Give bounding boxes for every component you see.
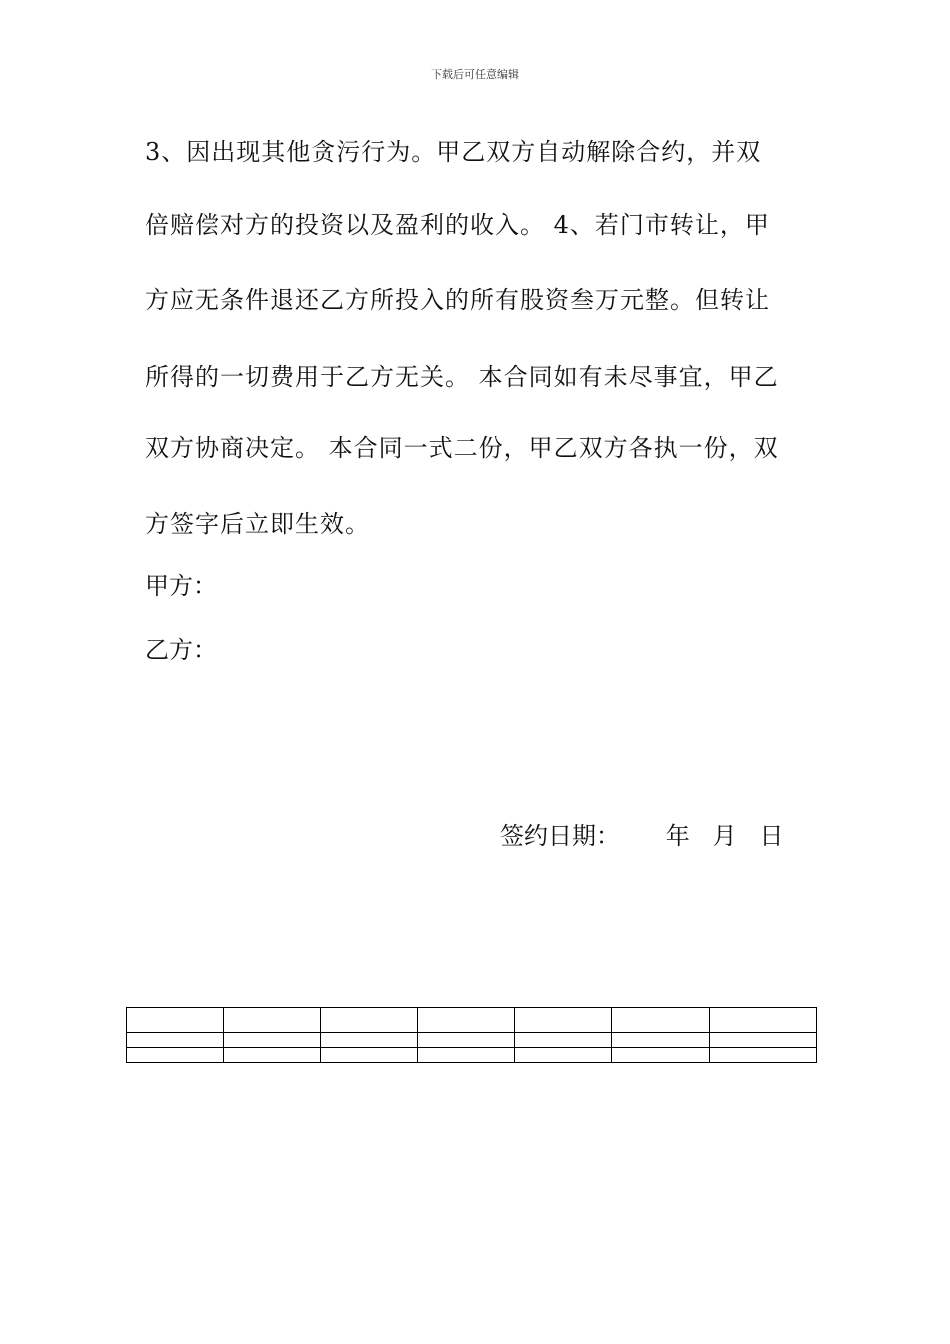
header-note: 下载后可任意编辑	[431, 68, 519, 81]
clause-line-6: 方签字后立即生效。	[145, 510, 370, 538]
table-cell	[224, 1033, 321, 1048]
clause-line-1: 3、因出现其他贪污行为。甲乙双方自动解除合约，并双	[145, 138, 762, 166]
table-cell	[321, 1033, 418, 1048]
table-cell	[612, 1048, 710, 1063]
table-cell	[418, 1048, 515, 1063]
table-cell	[321, 1008, 418, 1033]
clause-line-5: 双方协商决定。 本合同一式二份，甲乙双方各执一份，双	[145, 434, 779, 462]
table-cell	[710, 1033, 817, 1048]
table-cell	[515, 1033, 612, 1048]
table-cell	[418, 1008, 515, 1033]
table-cell	[612, 1033, 710, 1048]
table-cell	[321, 1048, 418, 1063]
party-b-label: 乙方：	[145, 636, 217, 664]
table-cell	[127, 1008, 224, 1033]
table-cell	[418, 1033, 515, 1048]
party-a-label: 甲方：	[145, 572, 217, 600]
table-cell	[515, 1008, 612, 1033]
table-cell	[515, 1048, 612, 1063]
table-cell	[612, 1008, 710, 1033]
table-cell	[224, 1048, 321, 1063]
clause-line-4: 所得的一切费用于乙方无关。 本合同如有未尽事宜，甲乙	[145, 363, 779, 391]
table-row	[127, 1048, 817, 1063]
table-cell	[127, 1033, 224, 1048]
table-row	[127, 1033, 817, 1048]
table-cell	[224, 1008, 321, 1033]
table-cell	[710, 1008, 817, 1033]
clause-line-3: 方应无条件退还乙方所投入的所有股资叁万元整。但转让	[145, 286, 770, 314]
table-cell	[710, 1048, 817, 1063]
table-cell	[127, 1048, 224, 1063]
signing-date: 签约日期： 年 月 日	[500, 822, 784, 850]
table-row	[127, 1008, 817, 1033]
blank-form-table	[126, 1007, 817, 1063]
clause-line-2: 倍赔偿对方的投资以及盈利的收入。 4、若门市转让，甲	[145, 211, 770, 239]
